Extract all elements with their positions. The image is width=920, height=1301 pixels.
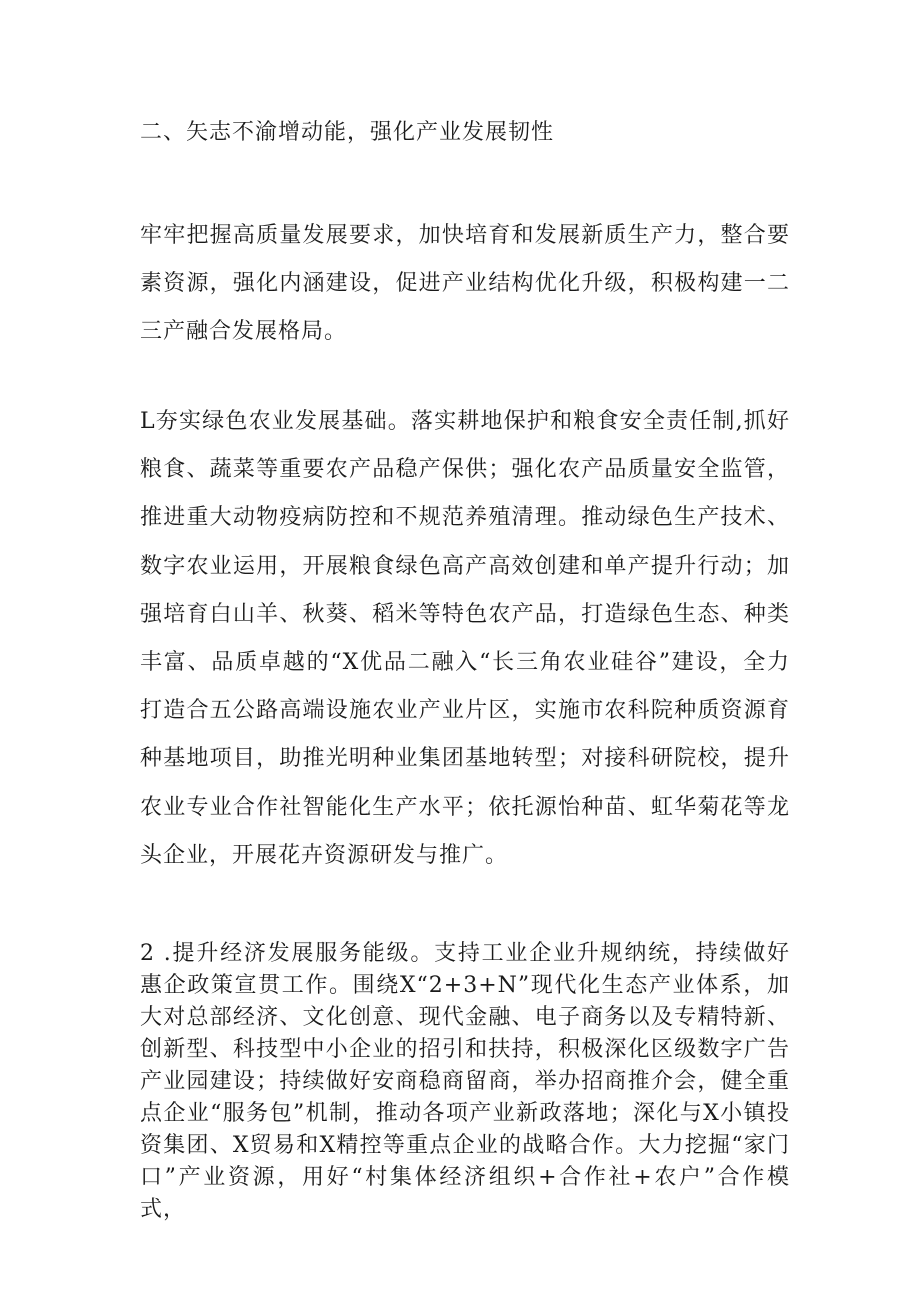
paragraph-economic-services: 2 .提升经济发展服务能级。支持工业企业升规纳统，持续做好惠企政策宣贯工作。围绕X“2+3+N”现代化生态产业体系，加大对总部经济、文化创意、现代金融、电子商务以及专精特新、创新型、科技型中小企业的招引和扶持，积极深化区级数字广告产业园建设；持续做好安商稳商留商，举办招商推介会，健全重点企业“服务包”机制，推动各项产业新政落地；深化与X小镇投资集团、X贸易和X精控等重点企业的战略合作。大力挖掘“家门口”产业资源，用好“村集体经济组织+合作社+农户”合作模式， [140, 941, 790, 1222]
paragraph-intro: 牢牢把握高质量发展要求，加快培育和发展新质生产力，整合要素资源，强化内涵建设，促进产业结构优化升级，积极构建一二三产融合发展格局。 [140, 223, 790, 344]
paragraph-green-agriculture: L夯实绿色农业发展基础。落实耕地保护和粮食安全责任制,抓好粮食、蔬菜等重要农产品稳产保供；强化农产品质量安全监管，推进重大动物疫病防控和不规范养殖清理。推动绿色生产技术、数字农业运用，开展粮食绿色高产高效创建和单产提升行动；加强培育白山羊、秋葵、稻米等特色农产品，打造绿色生态、种类丰富、品质卓越的“X优品二融入“长三角农业硅谷”建设，全力打造合五公路高端设施农业产业片区，实施市农科院种质资源育种基地项目，助推光明种业集团基地转型；对接科研院校，提升农业专业合作社智能化生产水平；依托源怡种苗、虹华菊花等龙头企业，开展花卉资源研发与推广。 [140, 409, 790, 868]
section-heading: 二、矢志不渝增动能，强化产业发展韧性 [140, 120, 555, 145]
